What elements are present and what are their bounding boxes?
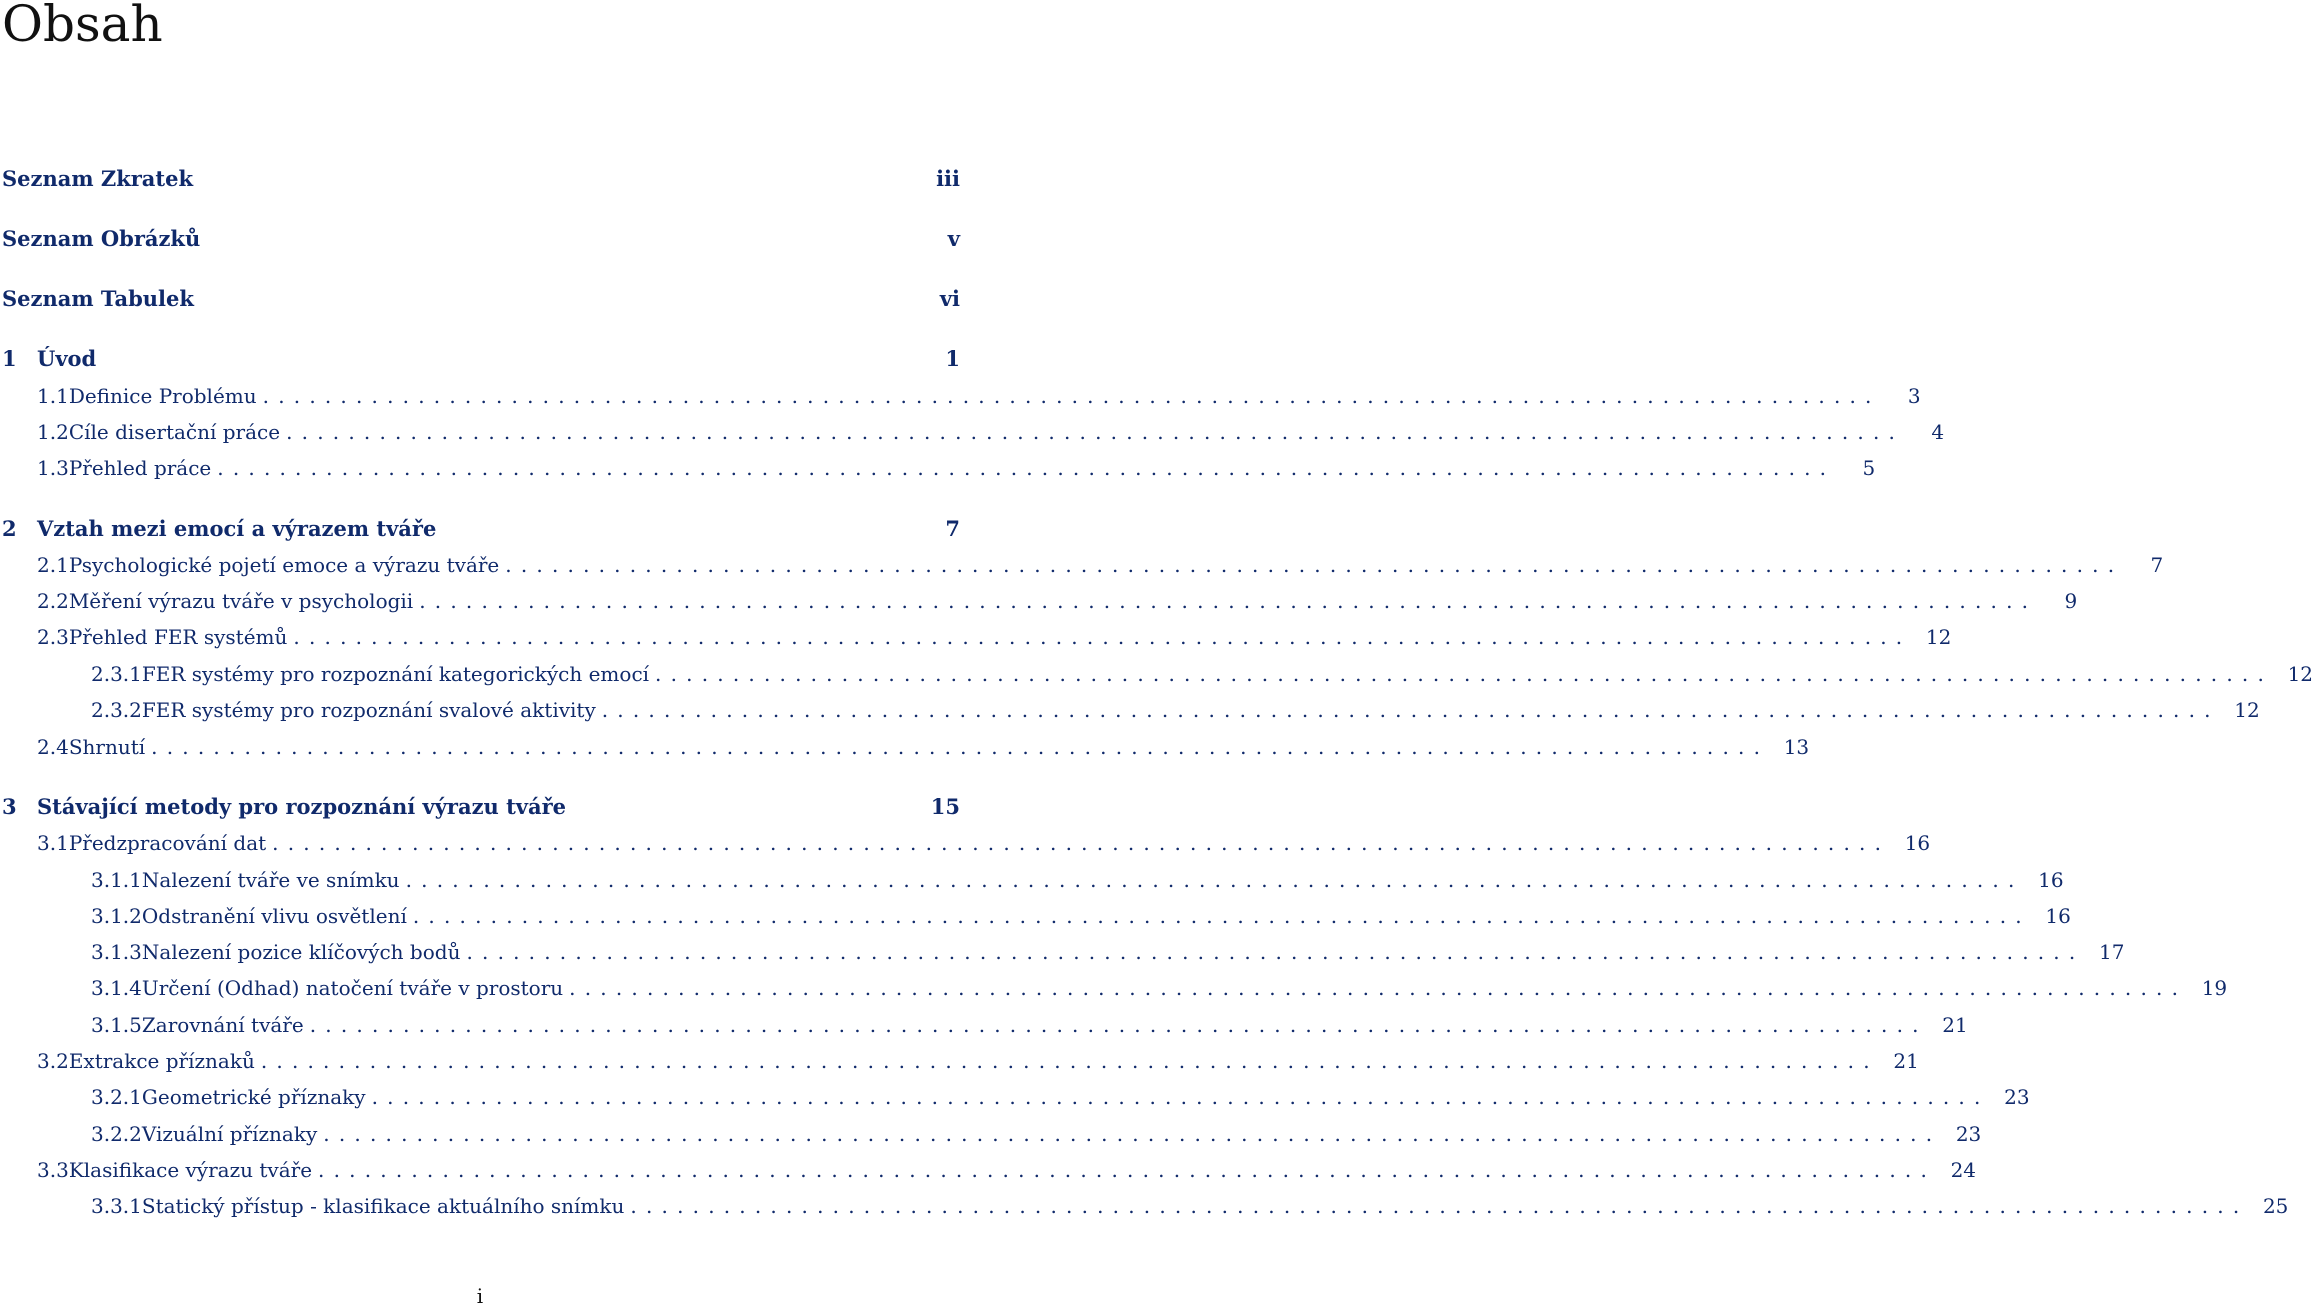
toc-entry-number: 3.1.4: [91, 976, 142, 1000]
toc-entry-label: FER systémy pro rozpoznání kategorických emocí: [141, 662, 650, 686]
toc-entry-seznam-tabulek[interactable]: [2, 285, 960, 313]
toc-entry-label: Vztah mezi emocí a výrazem tváře: [37, 516, 437, 541]
toc-entry-page: 15: [930, 794, 960, 819]
toc-entry-number: 2.2: [37, 589, 69, 613]
toc-section-2-3[interactable]: [2, 623, 1952, 651]
toc-chapter-2[interactable]: [2, 515, 960, 543]
toc-entry-number: 3.2.1: [91, 1085, 142, 1109]
toc-chapter-3[interactable]: [2, 793, 960, 821]
toc-entry-label: Shrnutí: [68, 735, 146, 759]
toc-dot-leader: ........................................................................................................: [323, 1122, 1942, 1146]
toc-entry-label: Odstranění vlivu osvětlení: [141, 904, 407, 928]
toc-dot-leader: ........................................................................................................: [419, 589, 2038, 613]
toc-entry-page: 16: [2045, 904, 2071, 928]
toc-entry-page: 1: [945, 346, 960, 371]
toc-entry-page: vi: [939, 286, 960, 311]
toc-entry-page: 19: [2201, 976, 2228, 1000]
toc-entry-number: 3.1.3: [91, 940, 142, 964]
toc-entry-page: 16: [1904, 831, 1931, 855]
toc-dot-leader: ........................................................................................................: [371, 1085, 1990, 1109]
toc-entry-seznam-zkratek[interactable]: [2, 165, 960, 193]
toc-subsection-3-1-4[interactable]: [2, 974, 2228, 1002]
toc-entry-label: Klasifikace výrazu tváře: [68, 1158, 313, 1182]
toc-entry-number: 1.2: [37, 420, 69, 444]
toc-entry-seznam-obrazku[interactable]: [2, 225, 960, 253]
toc-entry-number: 2.1: [37, 553, 69, 577]
toc-entry-page: 12: [2287, 662, 2313, 686]
toc-entry-number: 2.3.2: [91, 698, 142, 722]
toc-dot-leader: ........................................................................................................: [412, 904, 2031, 928]
toc-entry-number: 3.1.1: [91, 868, 142, 892]
toc-section-3-2[interactable]: [2, 1047, 1919, 1075]
toc-dot-leader: ........................................................................................................: [293, 625, 1912, 649]
toc-dot-leader: ........................................................................................................: [601, 698, 2220, 722]
toc-entry-number: 3.1.5: [91, 1013, 142, 1037]
toc-entry-number: 3.3.1: [91, 1194, 142, 1218]
toc-entry-label: Stávající metody pro rozpoznání výrazu tváře: [37, 794, 567, 819]
toc-entry-label: Nalezení pozice klíčových bodů: [141, 940, 461, 964]
toc-entry-label: Seznam Obrázků: [2, 226, 201, 251]
toc-entry-number: 2: [2, 516, 17, 541]
toc-entry-number: 3.1.2: [91, 904, 142, 928]
toc-subsection-3-1-1[interactable]: [2, 866, 2064, 894]
toc-entry-page: 21: [1942, 1013, 1968, 1037]
toc-dot-leader: ........................................................................................................: [405, 868, 2024, 892]
toc-dot-leader: ........................................................................................................: [505, 553, 2124, 577]
toc-entry-page: 21: [1893, 1049, 1919, 1073]
toc-subsection-2-3-2[interactable]: [2, 696, 2260, 724]
toc-section-1-1[interactable]: [2, 382, 1921, 410]
toc-subsection-2-3-1[interactable]: [2, 660, 2313, 688]
toc-dot-leader: ........................................................................................................: [318, 1158, 1937, 1182]
toc-section-3-1[interactable]: [2, 829, 1931, 857]
toc-entry-label: Zarovnání tváře: [141, 1013, 304, 1037]
toc-entry-page: 25: [2262, 1194, 2289, 1218]
toc-subsection-3-1-2[interactable]: [2, 902, 2071, 930]
toc-dot-leader: ........................................................................................................: [655, 662, 2274, 686]
toc-dot-leader: ........................................................................................................: [286, 420, 1905, 444]
toc-dot-leader: ........................................................................................................: [466, 940, 2085, 964]
toc-entry-number: 1: [2, 346, 17, 371]
toc-dot-leader: ........................................................................................................: [569, 976, 2188, 1000]
toc-entry-label: Nalezení tváře ve snímku: [141, 868, 400, 892]
toc-entry-page: 24: [1950, 1158, 1977, 1182]
toc-dot-leader: ........................................................................................................: [272, 831, 1891, 855]
toc-entry-page: v: [947, 226, 960, 251]
toc-entry-page: 23: [1955, 1122, 1982, 1146]
toc-entry-page: 3: [1907, 384, 1921, 408]
toc-dot-leader: ........................................................................................................: [309, 1013, 1928, 1037]
toc-section-3-3[interactable]: [2, 1156, 1977, 1184]
toc-entry-page: 12: [2234, 698, 2260, 722]
toc-entry-label: Měření výrazu tváře v psychologii: [68, 589, 414, 613]
toc-entry-label: Statický přístup - klasifikace aktuálního snímku: [141, 1194, 625, 1218]
toc-entry-label: Vizuální příznaky: [141, 1122, 318, 1146]
toc-dot-leader: ........................................................................................................: [151, 735, 1770, 759]
toc-entry-page: 13: [1783, 735, 1810, 759]
toc-entry-label: Seznam Zkratek: [2, 166, 194, 191]
toc-entry-label: Přehled práce: [68, 456, 212, 480]
toc-dot-leader: ........................................................................................................: [630, 1194, 2249, 1218]
toc-dot-leader: ........................................................................................................: [260, 1049, 1879, 1073]
toc-subsection-3-2-1[interactable]: [2, 1083, 2030, 1111]
toc-entry-page: 5: [1862, 456, 1876, 480]
toc-section-2-4[interactable]: [2, 733, 1810, 761]
toc-entry-label: FER systémy pro rozpoznání svalové aktivity: [141, 698, 596, 722]
toc-subsection-3-2-2[interactable]: [2, 1120, 1982, 1148]
toc-entry-page: 17: [2098, 940, 2125, 964]
toc-entry-page: 9: [2064, 589, 2078, 613]
toc-section-1-2[interactable]: [2, 418, 1945, 446]
toc-entry-label: Psychologické pojetí emoce a výrazu tváře: [68, 553, 500, 577]
toc-section-1-3[interactable]: [2, 454, 1876, 482]
toc-entry-page: 12: [1925, 625, 1952, 649]
toc-entry-number: 3.3: [37, 1158, 69, 1182]
toc-entry-page: 7: [2150, 553, 2164, 577]
toc-entry-number: 1.1: [37, 384, 69, 408]
toc-entry-page: 7: [945, 516, 960, 541]
toc-entry-page: iii: [936, 166, 960, 191]
toc-dot-leader: ........................................................................................................: [262, 384, 1881, 408]
toc-entry-number: 2.3.1: [91, 662, 142, 686]
toc-entry-number: 3.2: [37, 1049, 69, 1073]
page-number: i: [476, 1284, 484, 1308]
toc-entry-page: 4: [1931, 420, 1945, 444]
toc-entry-label: Určení (Odhad) natočení tváře v prostoru: [141, 976, 564, 1000]
toc-subsection-3-3-1[interactable]: [2, 1192, 2289, 1220]
toc-entry-number: 3.2.2: [91, 1122, 142, 1146]
toc-entry-label: Geometrické příznaky: [141, 1085, 366, 1109]
toc-entry-number: 3: [2, 794, 17, 819]
toc-entry-label: Seznam Tabulek: [2, 286, 194, 311]
toc-entry-label: Definice Problému: [68, 384, 257, 408]
toc-entry-number: 1.3: [37, 456, 69, 480]
toc-chapter-1[interactable]: [2, 345, 960, 373]
toc-subsection-3-1-5[interactable]: [2, 1011, 1968, 1039]
toc-subsection-3-1-3[interactable]: [2, 938, 2125, 966]
toc-entry-label: Předzpracování dat: [68, 831, 267, 855]
page-title: Obsah: [2, 0, 163, 53]
toc-entry-label: Úvod: [37, 346, 97, 371]
toc-entry-number: 2.3: [37, 625, 69, 649]
toc-section-2-2[interactable]: [2, 587, 2078, 615]
toc-entry-number: 3.1: [37, 831, 69, 855]
toc-entry-label: Cíle disertační práce: [68, 420, 281, 444]
toc-entry-number: 2.4: [37, 735, 69, 759]
toc-entry-label: Přehled FER systémů: [68, 625, 288, 649]
toc-section-2-1[interactable]: [2, 551, 2164, 579]
toc-entry-page: 16: [2038, 868, 2064, 892]
toc-dot-leader: ........................................................................................................: [217, 456, 1836, 480]
toc-entry-label: Extrakce příznaků: [68, 1049, 255, 1073]
toc-entry-page: 23: [2004, 1085, 2030, 1109]
